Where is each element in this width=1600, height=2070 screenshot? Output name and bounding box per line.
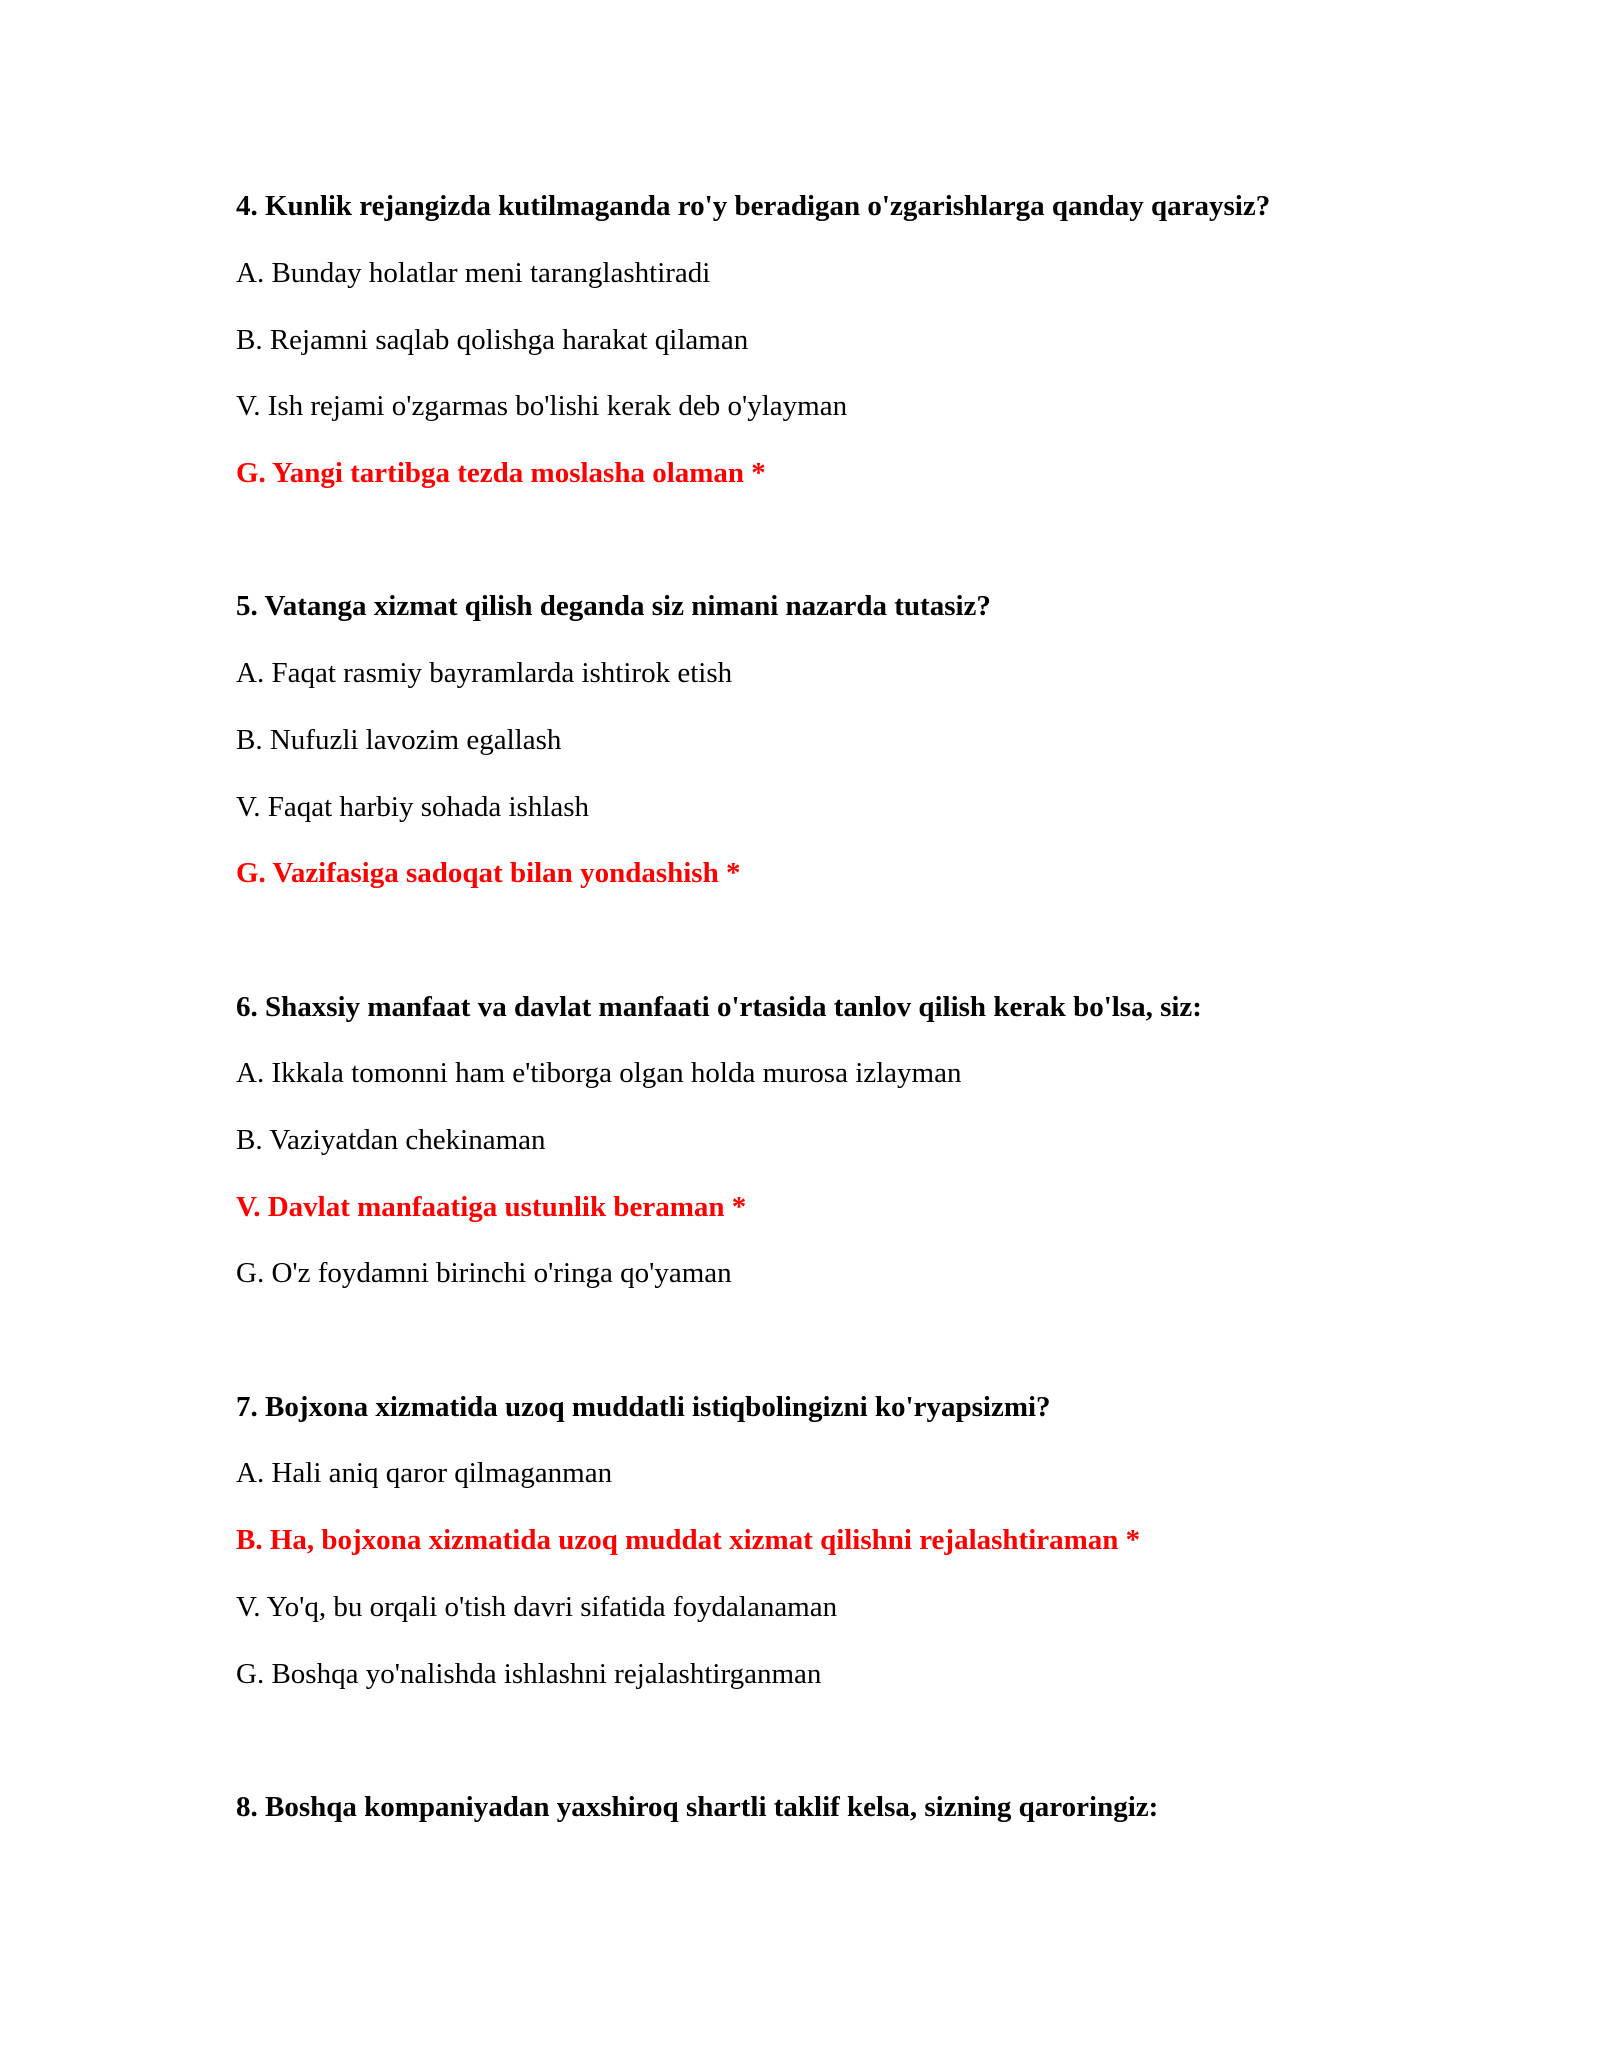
- question-5: 5. Vatanga xizmat qilish deganda siz nimani nazarda tutasiz?: [236, 590, 991, 622]
- q4-option-g-correct: G. Yangi tartibga tezda moslasha olaman *: [236, 457, 766, 489]
- question-7: 7. Bojxona xizmatida uzoq muddatli istiqbolingizni ko'ryapsizmi?: [236, 1391, 1051, 1423]
- q4-option-a: A. Bunday holatlar meni taranglashtiradi: [236, 257, 711, 289]
- question-4: 4. Kunlik rejangizda kutilmaganda ro'y beradigan o'zgarishlarga qanday qaraysiz?: [236, 190, 1271, 222]
- q6-option-b: B. Vaziyatdan chekinaman: [236, 1124, 546, 1156]
- q5-option-g-correct: G. Vazifasiga sadoqat bilan yondashish *: [236, 857, 741, 889]
- q5-option-v: V. Faqat harbiy sohada ishlash: [236, 791, 590, 823]
- q7-option-a: A. Hali aniq qaror qilmaganman: [236, 1457, 613, 1489]
- q6-option-v-correct: V. Davlat manfaatiga ustunlik beraman *: [236, 1191, 747, 1223]
- q5-option-a: A. Faqat rasmiy bayramlarda ishtirok etish: [236, 657, 733, 689]
- question-8: 8. Boshqa kompaniyadan yaxshiroq shartli taklif kelsa, sizning qaroringiz:: [236, 1791, 1159, 1823]
- q7-option-v: V. Yo'q, bu orqali o'tish davri sifatida foydalanaman: [236, 1591, 838, 1623]
- q6-option-g: G. O'z foydamni birinchi o'ringa qo'yaman: [236, 1257, 732, 1289]
- q7-option-b-correct: B. Ha, bojxona xizmatida uzoq muddat xizmat qilishni rejalashtiraman *: [236, 1524, 1141, 1556]
- question-6: 6. Shaxsiy manfaat va davlat manfaati o'rtasida tanlov qilish kerak bo'lsa, siz:: [236, 991, 1202, 1023]
- q7-option-g: G. Boshqa yo'nalishda ishlashni rejalashtirganman: [236, 1658, 822, 1690]
- q6-option-a: A. Ikkala tomonni ham e'tiborga olgan holda murosa izlayman: [236, 1057, 962, 1089]
- q4-option-v: V. Ish rejami o'zgarmas bo'lishi kerak deb o'ylayman: [236, 390, 848, 422]
- q5-option-b: B. Nufuzli lavozim egallash: [236, 724, 562, 756]
- q4-option-b: B. Rejamni saqlab qolishga harakat qilaman: [236, 324, 749, 356]
